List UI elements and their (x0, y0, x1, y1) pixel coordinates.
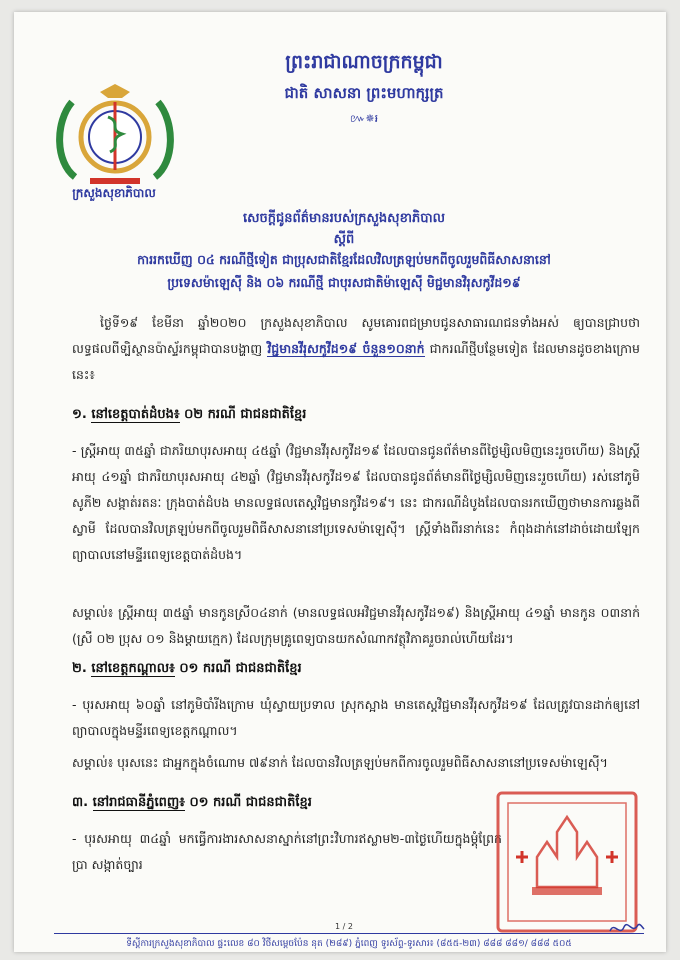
ministry-emblem-logo (50, 82, 180, 192)
section-2-heading (72, 660, 302, 679)
section-1-heading (72, 406, 306, 425)
intro-text-2: ជាករណីថ្មីបន្ថែមទៀត ដែលមានដូចខាងក្រោមនេះ៖ (72, 341, 640, 382)
section-2-label: នៅខេត្តកណ្តាល៖ (91, 661, 175, 676)
section-2-note: សម្គាល់៖ បុរសនេះ ជាអ្នកក្នុងចំណោម ៧៩នាក់ ដែលបានវិលត្រឡប់មកពីការចូលរួមពិធីសាសនានៅប្រទេសម៉ាឡេស៊ី។ (72, 755, 608, 770)
section-1-number: ១. (72, 407, 87, 422)
section-2-body: - បុរសអាយុ ៦០ឆ្នាំ នៅភូមិបាំរីងក្រោម ឃុំស្វាយប្រទាល ស្រុកស្អាង មានតេស្តវិជ្ជមានវីរុសកូវីដ១៩ ដែលត្រូវបានដាក់ឲ្យនៅព្យាបាលក្នុងមន្ទីរពេទ្យខេត្តកណ្តាល។ (72, 697, 640, 738)
official-seal-stamp (492, 787, 642, 937)
section-3-label: នៅរាជធានីភ្នំពេញ៖ (92, 795, 185, 810)
section-1-count: ០២ ករណី ជាជនជាតិខ្មែរ (179, 407, 307, 422)
signature (606, 917, 646, 939)
title-subject-line1: ការរកឃើញ ០៤ ករណីថ្មីទៀត ជាប្រុសជាតិខ្មែរដែលវិលត្រឡប់មកពីចូលរួមពិធីសាសនានៅ (137, 252, 551, 267)
kingdom-title: ព្រះរាជាណាចក្រកម្ពុជា (285, 51, 443, 73)
national-motto: ជាតិ សាសនា ព្រះមហាក្សត្រ (284, 84, 444, 102)
section-1-note: សម្គាល់៖ ស្ត្រីអាយុ ៣៥ឆ្នាំ មានកូនស្រី០៤នាក់ (មានលទ្ធផលអវិជ្ជមានវីរុសកូវីដ១៩) និងស្ត្រីអាយុ ៤១ឆ្នាំ មានកូន ០៣នាក់ (ស្រី ០២ ប្រុស ០១ និងម្តាយក្មេក) ដែលក្រុមគ្រូពេទ្យបានយកសំណាកវត្ថុវិភាគរួចរាល់ហើយដែរ។ (72, 605, 640, 646)
section-3-count: ០១ ករណី ជាជនជាតិខ្មែរ (184, 795, 312, 810)
document-title: សេចក្តីជូនព័ត៌មានរបស់ក្រសួងសុខាភិបាល (243, 211, 445, 226)
section-3-body: - បុរសអាយុ ៣៤ឆ្នាំ មកធ្វើការងារសាសនាស្នាក់នៅព្រះវិហារឥស្លាម២-៣ថ្ងៃហើយក្នុងម្ដុំព្រែកប្រា សង្កាត់ច្បារ (72, 831, 502, 872)
page-number: 1 / 2 (335, 922, 353, 931)
section-3-heading (72, 794, 312, 813)
title-regarding: ស្តីពី (333, 232, 355, 247)
footer-divider (54, 933, 644, 934)
section-1-label: នៅខេត្តបាត់ដំបង៖ (91, 407, 180, 422)
section-2-count: ០១ ករណី ជាជនជាតិខ្មែរ (174, 661, 302, 676)
section-3-number: ៣. (72, 795, 89, 810)
ornament: ៚✵៛ (349, 112, 379, 125)
section-1-body: - ស្ត្រីអាយុ ៣៥ឆ្នាំ ជាភរិយាបុរសអាយុ ៤៥ឆ្នាំ (វិជ្ជមានវីរុសកូវីដ១៩ ដែលបានជូនព័ត៌មានពីថ្ងៃម្សិលមិញនេះរួចហើយ) និងស្ត្រីអាយុ ៤១ឆ្នាំ ជាភរិយាបុរសអាយុ ៤២ឆ្នាំ (វិជ្ជមានវីរុសកូវីដ១៩ ដែលបានជូនព័ត៌មានពីថ្ងៃម្សិលមិញនេះរួចហើយ) រស់នៅភូមិសូភី២ សង្កាត់រតនៈ ក្រុងបាត់ដំបង មានលទ្ធផលតេស្តវិជ្ជមានកូវីដ១៩។ នេះ ជាករណីដំបូងដែលបានរកឃើញថាមានការឆ្លងពីស្វាមី ដែលបានវិលត្រឡប់មកពីចូលរួមពិធីសាសនានៅប្រទេសម៉ាឡេស៊ី។ ស្ត្រីទាំងពីរនាក់នេះ កំពុងដាក់នៅដាច់ដោយឡែកព្យាបាលនៅមន្ទីរពេទ្យខេត្តបាត់ដំបង។ (72, 443, 640, 562)
footer-address: ទីស្តីការក្រសួងសុខាភិបាល ផ្ទះលេខ ៨០ វិថីសម្តេចប៉ែន នុត (២៨៩) ភ្នំពេញ ទូរស័ព្ទ-ទូរសារ៖ (៨៥៥-២៣) ៨៨៨ ៨៨១/ ៨៨៨ ៥០៥ (126, 939, 572, 949)
document-page (14, 12, 666, 952)
ministry-name: ក្រសួងសុខាភិបាល (72, 186, 156, 200)
intro-text-1: ថ្ងៃទី១៩ ខែមីនា ឆ្នាំ២០២០ ក្រសួងសុខាភិបាល សូមគោរពជម្រាបជូនសាធារណជនទាំងអស់ ឲ្យបានជ្រាបថា លទ្ធផលពីទ្បិស្ថានប៉ាស្ទ័រកម្ពុជាបានបង្ហាញ (72, 315, 640, 356)
intro-paragraph (72, 310, 640, 388)
section-2-number: ២. (72, 661, 87, 676)
intro-highlight: វិជ្ជមានវីរុសកូវីដ១៩ ចំនួន១០នាក់ (267, 341, 425, 356)
title-subject-line2: ប្រទេសម៉ាឡេស៊ី និង ០៦ ករណីថ្មី ជាបុរសជាតិម៉ាឡេស៊ី មិជ្ជមានវិរុសកូវីដ១៩ (167, 275, 521, 290)
